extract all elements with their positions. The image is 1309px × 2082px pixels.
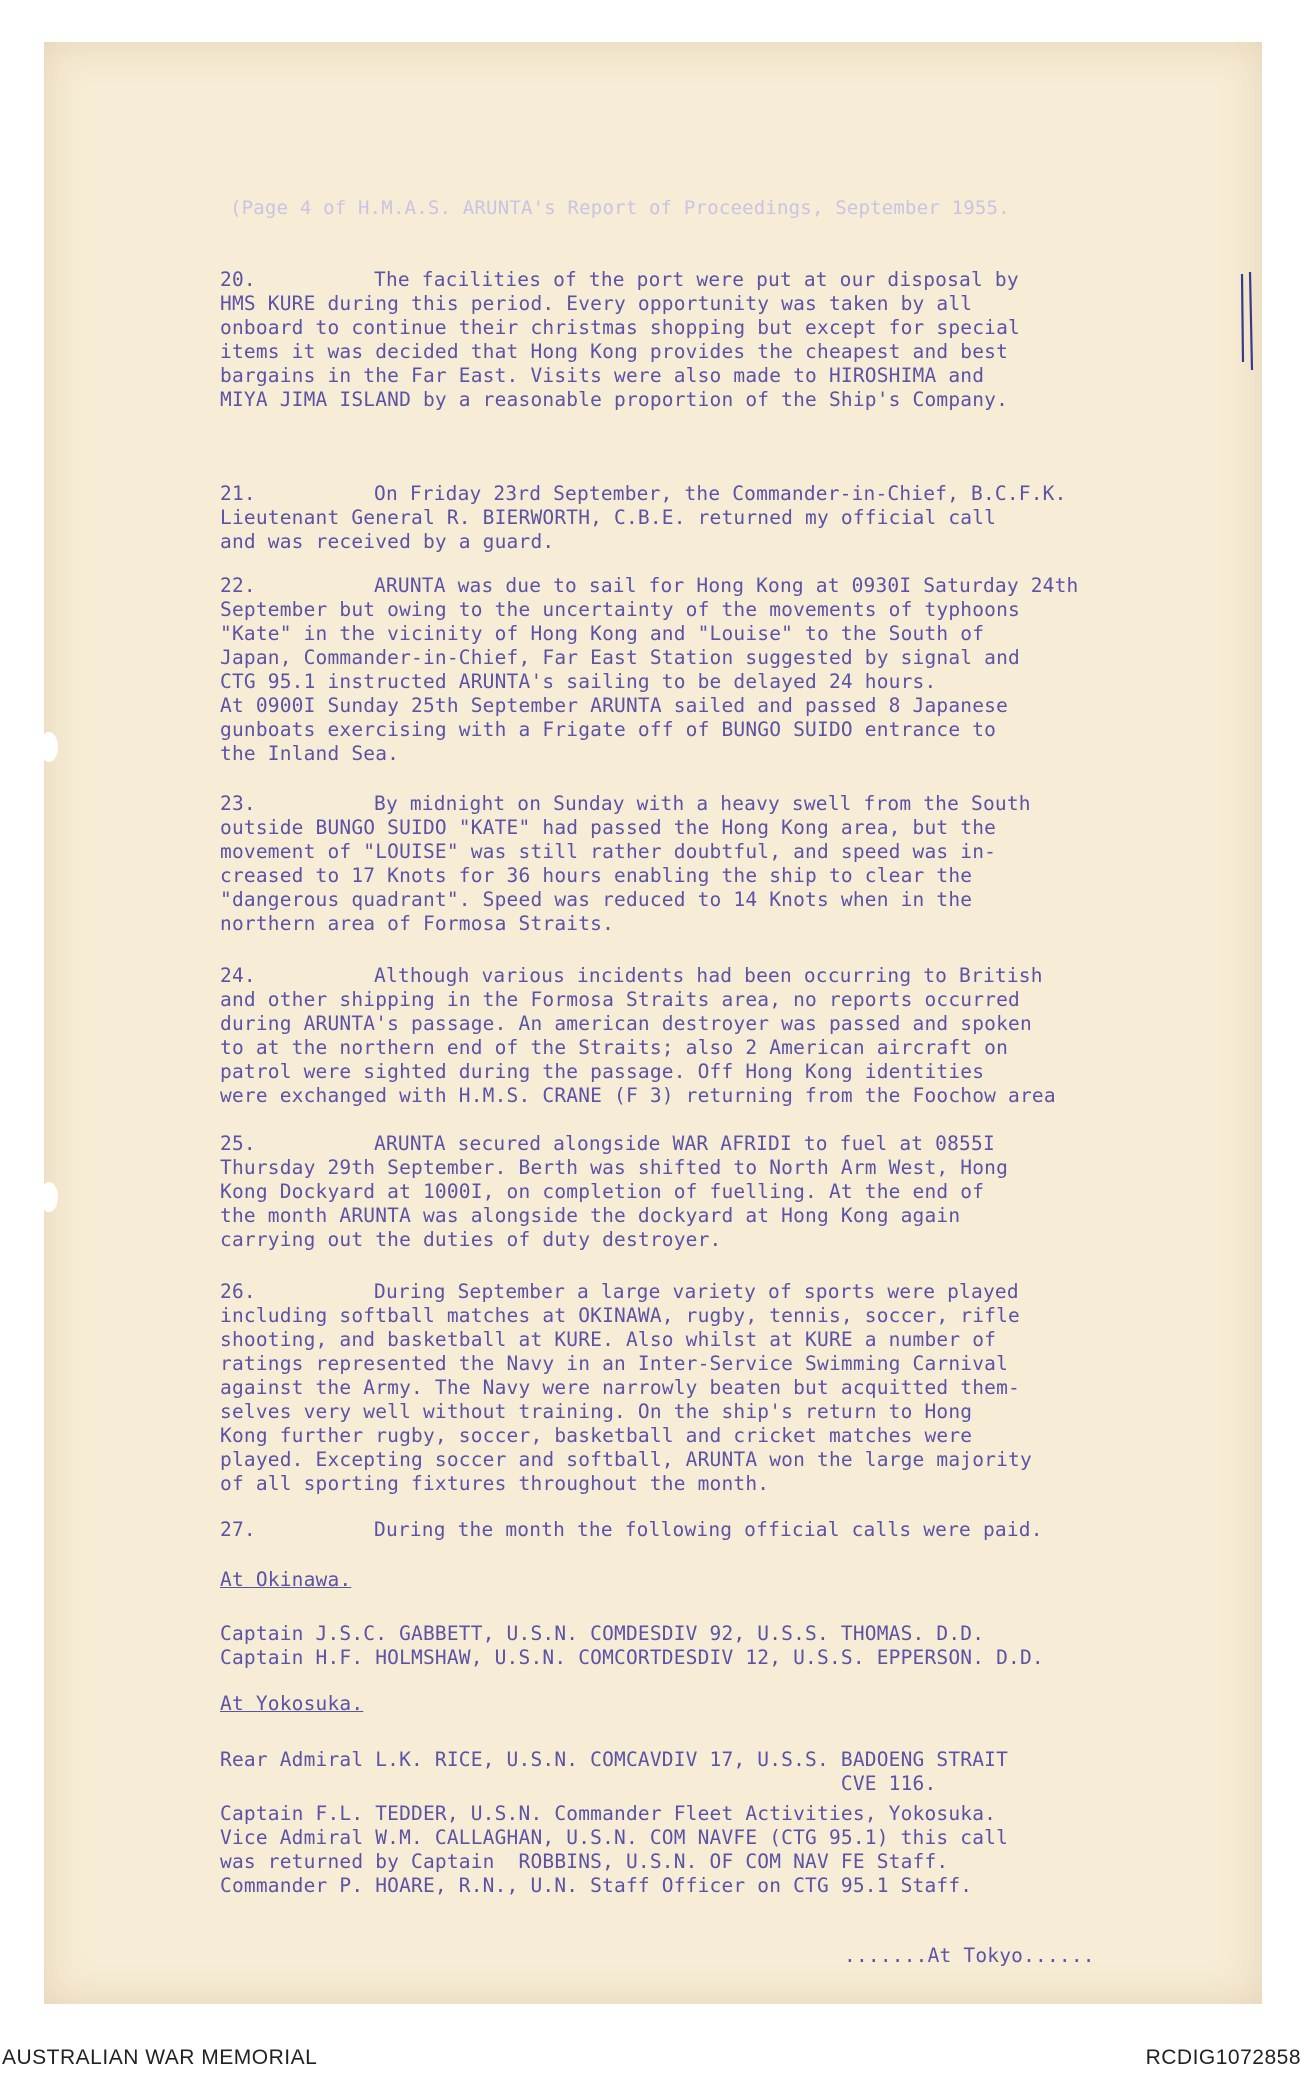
paragraph-line: northern area of Formosa Straits. bbox=[220, 912, 615, 935]
page-header: (Page 4 of H.M.A.S. ARUNTA's Report of Proceedings, September 1955. bbox=[230, 197, 1010, 219]
paragraph-line: Thursday 29th September. Berth was shifted to North Arm West, Hong bbox=[220, 1156, 1009, 1179]
paragraph-line: gunboats exercising with a Frigate off of BUNGO SUIDO entrance to bbox=[220, 718, 997, 741]
paragraph-line: Japan, Commander-in-Chief, Far East Station suggested by signal and bbox=[220, 646, 1020, 669]
paragraph-line: During September a large variety of sports were played bbox=[374, 1280, 1019, 1303]
paragraph-line: HMS KURE during this period. Every opportunity was taken by all bbox=[220, 292, 973, 315]
paragraph-line: September but owing to the uncertainty of the movements of typhoons bbox=[220, 598, 1020, 621]
document-page bbox=[44, 42, 1262, 2004]
footer-archive-name: AUSTRALIAN WAR MEMORIAL bbox=[2, 2046, 318, 2069]
footer-item-id: RCDIG1072858 bbox=[1145, 2046, 1301, 2069]
paragraph-line: The facilities of the port were put at our disposal by bbox=[374, 268, 1019, 291]
paragraph-line: During the month the following official calls were paid. bbox=[374, 1518, 1043, 1541]
paragraph-line: ARUNTA secured alongside WAR AFRIDI to fuel at 0855I bbox=[374, 1132, 995, 1155]
paragraph-line: shooting, and basketball at KURE. Also whilst at KURE a number of bbox=[220, 1328, 997, 1351]
paragraph-line: the Inland Sea. bbox=[220, 742, 400, 765]
paragraph-line: creased to 17 Knots for 36 hours enabling the ship to clear the bbox=[220, 864, 973, 887]
paragraph-line: to at the northern end of the Straits; also 2 American aircraft on bbox=[220, 1036, 1009, 1059]
paragraph-line: ARUNTA was due to sail for Hong Kong at 0930I Saturday 24th bbox=[374, 574, 1079, 597]
call-entry: Captain J.S.C. GABBETT, U.S.N. COMDESDIV 92, U.S.S. THOMAS. D.D. bbox=[220, 1622, 985, 1645]
paragraph-line: ratings represented the Navy in an Inter-Service Swimming Carnival bbox=[220, 1352, 1009, 1375]
paragraph-line: MIYA JIMA ISLAND by a reasonable proportion of the Ship's Company. bbox=[220, 388, 1009, 411]
paragraph-line: By midnight on Sunday with a heavy swell from the South bbox=[374, 792, 1031, 815]
call-entry: was returned by Captain ROBBINS, U.S.N. OF COM NAV FE Staff. bbox=[220, 1850, 949, 1873]
call-entry: Commander P. HOARE, R.N., U.N. Staff Officer on CTG 95.1 Staff. bbox=[220, 1874, 973, 1897]
paragraph-line: "dangerous quadrant". Speed was reduced to 14 Knots when in the bbox=[220, 888, 973, 911]
paragraph-number: 25. bbox=[220, 1132, 256, 1155]
paragraph-line: carrying out the duties of duty destroyer. bbox=[220, 1228, 722, 1251]
paragraph-number: 26. bbox=[220, 1280, 256, 1303]
paragraph-number: 27. bbox=[220, 1518, 256, 1541]
paragraph-line: Lieutenant General R. BIERWORTH, C.B.E. returned my official call bbox=[220, 506, 997, 529]
paragraph-line: CTG 95.1 instructed ARUNTA's sailing to be delayed 24 hours. bbox=[220, 670, 937, 693]
section-heading-yokosuka: At Yokosuka. bbox=[220, 1692, 364, 1715]
typed-text bbox=[44, 42, 1262, 2004]
call-entry: Captain H.F. HOLMSHAW, U.S.N. COMCORTDESDIV 12, U.S.S. EPPERSON. D.D. bbox=[220, 1646, 1044, 1669]
paragraph-line: "Kate" in the vicinity of Hong Kong and "Louise" to the South of bbox=[220, 622, 985, 645]
call-entry: Vice Admiral W.M. CALLAGHAN, U.S.N. COM NAVFE (CTG 95.1) this call bbox=[220, 1826, 1009, 1849]
paragraph-line: including softball matches at OKINAWA, rugby, tennis, soccer, rifle bbox=[220, 1304, 1020, 1327]
paragraph-line: Kong further rugby, soccer, basketball and cricket matches were bbox=[220, 1424, 973, 1447]
paragraph-number: 23. bbox=[220, 792, 256, 815]
paragraph-line: Although various incidents had been occurring to British bbox=[374, 964, 1043, 987]
paragraph-line: played. Excepting soccer and softball, ARUNTA won the large majority bbox=[220, 1448, 1032, 1471]
paragraph-number: 22. bbox=[220, 574, 256, 597]
paragraph-line: during ARUNTA's passage. An american destroyer was passed and spoken bbox=[220, 1012, 1032, 1035]
paragraph-line: against the Army. The Navy were narrowly beaten but acquitted them- bbox=[220, 1376, 1020, 1399]
paragraph-line: onboard to continue their christmas shopping but except for special bbox=[220, 316, 1020, 339]
paragraph-number: 24. bbox=[220, 964, 256, 987]
paragraph-line: and was received by a guard. bbox=[220, 530, 555, 553]
paragraph-line: At 0900I Sunday 25th September ARUNTA sailed and passed 8 Japanese bbox=[220, 694, 1009, 717]
paragraph-line: On Friday 23rd September, the Commander-in-Chief, B.C.F.K. bbox=[374, 482, 1067, 505]
paragraph-line: and other shipping in the Formosa Straits area, no reports occurred bbox=[220, 988, 1020, 1011]
paragraph-line: Kong Dockyard at 1000I, on completion of fuelling. At the end of bbox=[220, 1180, 985, 1203]
paragraph-line: bargains in the Far East. Visits were also made to HIROSHIMA and bbox=[220, 364, 985, 387]
paragraph-line: the month ARUNTA was alongside the dockyard at Hong Kong again bbox=[220, 1204, 961, 1227]
call-entry: Captain F.L. TEDDER, U.S.N. Commander Fleet Activities, Yokosuka. bbox=[220, 1802, 997, 1825]
paragraph-line: selves very well without training. On the ship's return to Hong bbox=[220, 1400, 973, 1423]
paragraph-line: movement of "LOUISE" was still rather doubtful, and speed was in- bbox=[220, 840, 997, 863]
paragraph-line: outside BUNGO SUIDO "KATE" had passed the Hong Kong area, but the bbox=[220, 816, 997, 839]
paragraph-line: of all sporting fixtures throughout the month. bbox=[220, 1472, 770, 1495]
paragraph-line: patrol were sighted during the passage. Off Hong Kong identities bbox=[220, 1060, 985, 1083]
call-entry: Rear Admiral L.K. RICE, U.S.N. COMCAVDIV 17, U.S.S. BADOENG STRAIT bbox=[220, 1748, 1009, 1771]
call-entry: CVE 116. bbox=[220, 1772, 937, 1795]
paragraph-number: 21. bbox=[220, 482, 256, 505]
paragraph-line: items it was decided that Hong Kong provides the cheapest and best bbox=[220, 340, 1009, 363]
paragraph-number: 20. bbox=[220, 268, 256, 291]
section-heading-okinawa: At Okinawa. bbox=[220, 1568, 352, 1591]
catchword: .......At Tokyo...... bbox=[844, 1944, 1095, 1967]
paragraph-line: were exchanged with H.M.S. CRANE (F 3) returning from the Foochow area bbox=[220, 1084, 1056, 1107]
